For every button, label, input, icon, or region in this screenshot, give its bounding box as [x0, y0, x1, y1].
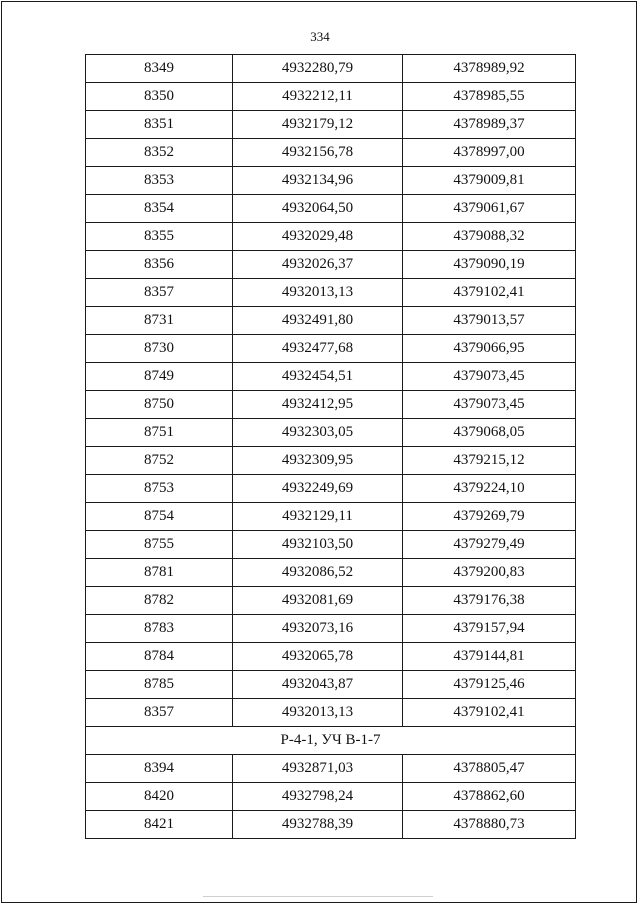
- point-number-cell: 8394: [86, 755, 233, 783]
- x-coordinate-cell: 4932103,50: [233, 531, 403, 559]
- point-number-cell: 8750: [86, 391, 233, 419]
- section-heading: Р-4-1, УЧ В-1-7: [86, 727, 576, 755]
- x-coordinate-cell: 4932029,48: [233, 223, 403, 251]
- table-row: [86, 251, 576, 279]
- table-row: [86, 307, 576, 335]
- point-number-cell: 8357: [86, 279, 233, 307]
- y-coordinate-cell: 4379224,10: [403, 475, 576, 503]
- x-coordinate-cell: 4932309,95: [233, 447, 403, 475]
- y-coordinate-cell: 4378985,55: [403, 83, 576, 111]
- x-coordinate-cell: 4932013,13: [233, 279, 403, 307]
- y-coordinate-cell: 4378997,00: [403, 139, 576, 167]
- y-coordinate-cell: 4379269,79: [403, 503, 576, 531]
- point-number-cell: 8751: [86, 419, 233, 447]
- y-coordinate-cell: 4378862,60: [403, 783, 576, 811]
- point-number-cell: 8355: [86, 223, 233, 251]
- y-coordinate-cell: 4379176,38: [403, 587, 576, 615]
- table-row: [86, 335, 576, 363]
- y-coordinate-cell: 4379144,81: [403, 643, 576, 671]
- y-coordinate-cell: 4379088,32: [403, 223, 576, 251]
- table-row: [86, 195, 576, 223]
- x-coordinate-cell: 4932179,12: [233, 111, 403, 139]
- point-number-cell: 8753: [86, 475, 233, 503]
- x-coordinate-cell: 4932073,16: [233, 615, 403, 643]
- table-row: [86, 503, 576, 531]
- table-row: [86, 587, 576, 615]
- y-coordinate-cell: 4379279,49: [403, 531, 576, 559]
- y-coordinate-cell: 4379215,12: [403, 447, 576, 475]
- x-coordinate-cell: 4932065,78: [233, 643, 403, 671]
- point-number-cell: 8754: [86, 503, 233, 531]
- point-number-cell: 8420: [86, 783, 233, 811]
- table-row: [86, 531, 576, 559]
- y-coordinate-cell: 4378805,47: [403, 755, 576, 783]
- y-coordinate-cell: 4379068,05: [403, 419, 576, 447]
- table-row: [86, 279, 576, 307]
- point-number-cell: 8783: [86, 615, 233, 643]
- table-row: [86, 363, 576, 391]
- table-row: [86, 643, 576, 671]
- point-number-cell: 8349: [86, 55, 233, 83]
- y-coordinate-cell: 4379066,95: [403, 335, 576, 363]
- point-number-cell: 8357: [86, 699, 233, 727]
- x-coordinate-cell: 4932412,95: [233, 391, 403, 419]
- point-number-cell: 8785: [86, 671, 233, 699]
- x-coordinate-cell: 4932871,03: [233, 755, 403, 783]
- table-row: [86, 111, 576, 139]
- point-number-cell: 8781: [86, 559, 233, 587]
- table-row: [86, 83, 576, 111]
- table-row: [86, 475, 576, 503]
- point-number-cell: 8752: [86, 447, 233, 475]
- table-row: [86, 391, 576, 419]
- point-number-cell: 8782: [86, 587, 233, 615]
- y-coordinate-cell: 4379009,81: [403, 167, 576, 195]
- y-coordinate-cell: 4379102,41: [403, 699, 576, 727]
- y-coordinate-cell: 4379013,57: [403, 307, 576, 335]
- point-number-cell: 8730: [86, 335, 233, 363]
- point-number-cell: 8352: [86, 139, 233, 167]
- x-coordinate-cell: 4932043,87: [233, 671, 403, 699]
- x-coordinate-cell: 4932212,11: [233, 83, 403, 111]
- x-coordinate-cell: 4932249,69: [233, 475, 403, 503]
- x-coordinate-cell: 4932454,51: [233, 363, 403, 391]
- table-row: [86, 419, 576, 447]
- coordinates-table: [85, 54, 576, 839]
- x-coordinate-cell: 4932129,11: [233, 503, 403, 531]
- x-coordinate-cell: 4932477,68: [233, 335, 403, 363]
- section-row: [86, 727, 576, 755]
- table-row: [86, 167, 576, 195]
- y-coordinate-cell: 4379073,45: [403, 391, 576, 419]
- x-coordinate-cell: 4932086,52: [233, 559, 403, 587]
- x-coordinate-cell: 4932026,37: [233, 251, 403, 279]
- point-number-cell: 8350: [86, 83, 233, 111]
- y-coordinate-cell: 4378989,37: [403, 111, 576, 139]
- table-row: [86, 783, 576, 811]
- point-number-cell: 8421: [86, 811, 233, 839]
- page-number: 334: [310, 29, 330, 44]
- x-coordinate-cell: 4932491,80: [233, 307, 403, 335]
- y-coordinate-cell: 4379090,19: [403, 251, 576, 279]
- point-number-cell: 8784: [86, 643, 233, 671]
- point-number-cell: 8749: [86, 363, 233, 391]
- table-row: [86, 755, 576, 783]
- table-row: [86, 447, 576, 475]
- table-row: [86, 223, 576, 251]
- y-coordinate-cell: 4379157,94: [403, 615, 576, 643]
- y-coordinate-cell: 4378989,92: [403, 55, 576, 83]
- y-coordinate-cell: 4379073,45: [403, 363, 576, 391]
- x-coordinate-cell: 4932788,39: [233, 811, 403, 839]
- x-coordinate-cell: 4932156,78: [233, 139, 403, 167]
- point-number-cell: 8755: [86, 531, 233, 559]
- y-coordinate-cell: 4379200,83: [403, 559, 576, 587]
- x-coordinate-cell: 4932798,24: [233, 783, 403, 811]
- table-row: [86, 811, 576, 839]
- point-number-cell: 8353: [86, 167, 233, 195]
- x-coordinate-cell: 4932303,05: [233, 419, 403, 447]
- point-number-cell: 8351: [86, 111, 233, 139]
- y-coordinate-cell: 4379125,46: [403, 671, 576, 699]
- y-coordinate-cell: 4379102,41: [403, 279, 576, 307]
- point-number-cell: 8354: [86, 195, 233, 223]
- x-coordinate-cell: 4932134,96: [233, 167, 403, 195]
- scan-artifact-line: [203, 896, 433, 897]
- x-coordinate-cell: 4932013,13: [233, 699, 403, 727]
- table-row: [86, 559, 576, 587]
- point-number-cell: 8356: [86, 251, 233, 279]
- x-coordinate-cell: 4932081,69: [233, 587, 403, 615]
- point-number-cell: 8731: [86, 307, 233, 335]
- table-row: [86, 139, 576, 167]
- table-row: [86, 671, 576, 699]
- x-coordinate-cell: 4932064,50: [233, 195, 403, 223]
- table-row: [86, 615, 576, 643]
- table-row: [86, 699, 576, 727]
- y-coordinate-cell: 4379061,67: [403, 195, 576, 223]
- x-coordinate-cell: 4932280,79: [233, 55, 403, 83]
- table-row: [86, 55, 576, 83]
- y-coordinate-cell: 4378880,73: [403, 811, 576, 839]
